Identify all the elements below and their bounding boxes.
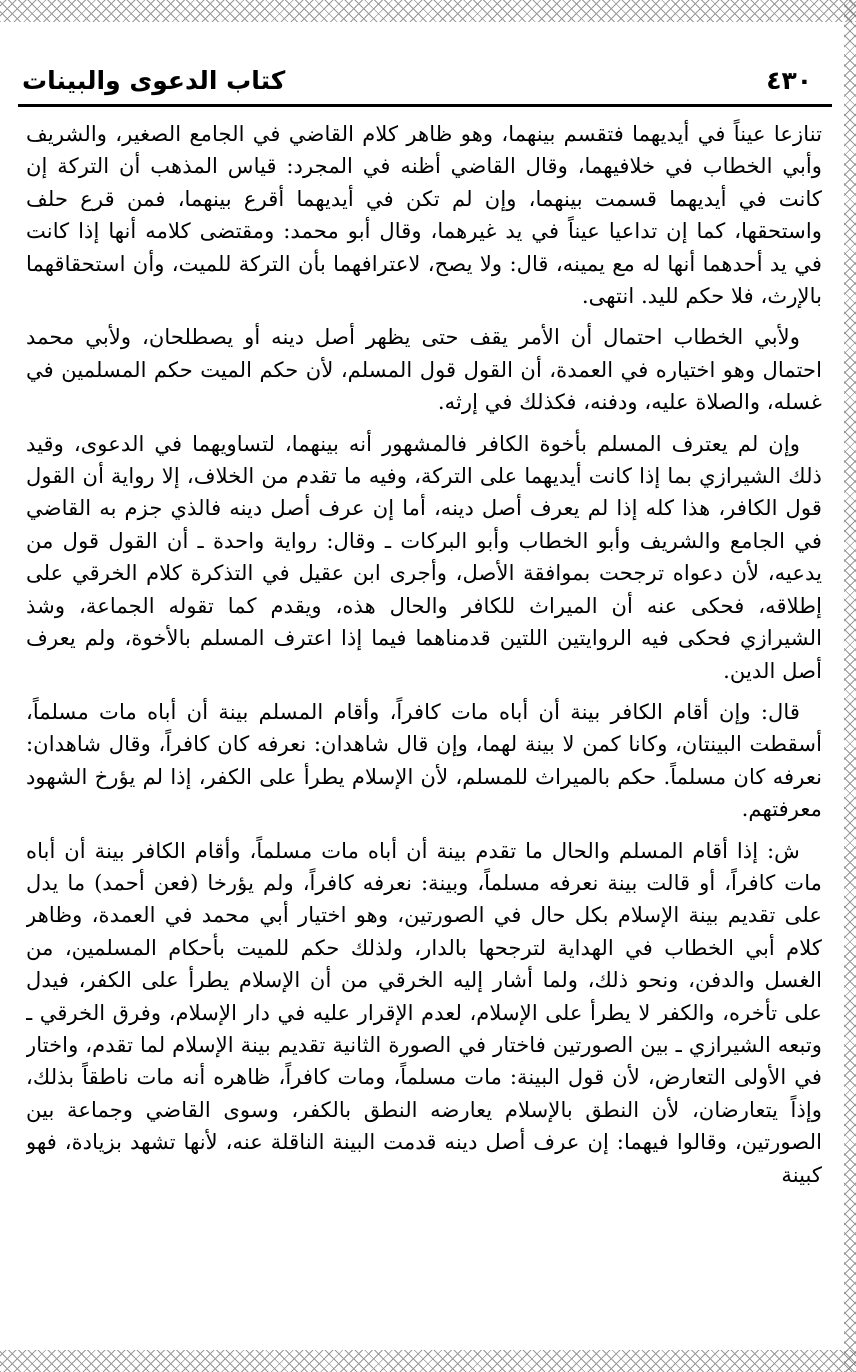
- paragraph: وإن لم يعترف المسلم بأخوة الكافر فالمشهور أنه بينهما، لتساويهما في الدعوى، وقيد ذلك الشيرازي بما إذا كانت أيديهما على التركة، وفيه ما تقدم من الخلاف، إلا رواية أن القول قول الكافر، هذا كله إذا لم يعرف أصل دينه، أما إن عرف أصل دينه فالذي جزم به القاضي في الجامع والشريف وأبو الخطاب وأبو البركات ـ وقال: رواية واحدة ـ أن القول قول من يدعيه، لأن دعواه ترجحت بموافقة الأصل، وأجرى ابن عقيل في التذكرة كلام الخرقي على إطلاقه، فحكى عنه أن الميراث للكافر والحال هذه، ويقدم كما تقوله الجماعة، وشذ الشيرازي فحكى فيه الروايتين اللتين قدمناهما فيما إذا اعترف المسلم بالأخوة، ولم يعرف أصل الدين.: [26, 430, 822, 683]
- ornamental-border-bottom: [0, 1350, 856, 1372]
- book-title: كتاب الدعوى والبينات: [22, 65, 286, 95]
- paragraph: تنازعا عيناً في أيديهما فتقسم بينهما، وهو ظاهر كلام القاضي في الجامع الصغير، والشريف وأبي الخطاب في خلافيهما، وقال القاضي أظنه في المجرد: قياس المذهب أن التركة إن كانت في أيديهما قسمت بينهما، وإن لم تكن في أيديهما أقرع بينهما، فمن قرع حلف واستحقها، كما إن تداعيا عيناً في يد غيرهما، وقال أبو محمد: ومقتضى كلامه أنها إذا كانت في يد أحدهما أنها له مع يمينه، قال: ولا يصح، لاعترافهما بأن التركة للميت، وأن استحقاقهما بالإرث، فلا حكم لليد. انتهى.: [26, 121, 822, 309]
- paragraph: ش: إذا أقام المسلم والحال ما تقدم بينة أن أباه مات مسلماً، وأقام الكافر بينة أن أباه مات كافراً، أو قالت بينة نعرفه مسلماً، وبينة: نعرفه كافراً، ولم يؤرخا (فعن أحمد) ما يدل على تقديم بينة الإسلام بكل حال في الصورتين، وهو اختيار أبي محمد في العمدة، وظاهر كلام أبي الخطاب في الهداية لترجحها بالدار، ولذلك حكم للميت بأحكام المسلمين، من الغسل والدفن، ونحو ذلك، ولما أشار إليه الخرقي من أن الإسلام يطرأ على الكفر، فيدل على تأخره، والكفر لا يطرأ على الإسلام، لعدم الإقرار عليه في دار الإسلام، وفرق الخرقي ـ وتبعه الشيرازي ـ بين الصورتين فاختار في الصورة الثانية تقديم بينة الإسلام لما تقدم، واختار في الأولى التعارض، لأن قول البينة: مات مسلماً، ومات كافراً، ظاهره أنه مات ناطقاً بذلك، وإذاً يتعارضان، لأن النطق بالإسلام يعارضه النطق بالكفر، وسوى القاضي وجماعة بين الصورتين، وقالوا فيهما: إن عرف أصل دينه قدمت البينة الناقلة عنه، لأنها تشهد بزيادة، فهو كبينة: [26, 837, 822, 1187]
- paragraph: ولأبي الخطاب احتمال أن الأمر يقف حتى يظهر أصل دينه أو يصطلحان، ولأبي محمد احتمال وهو اختياره في العمدة، أن القول قول المسلم، لأن حكم الميت حكم المسلمين في غسله، والصلاة عليه، ودفنه، فكذلك في إرثه.: [26, 324, 822, 415]
- ornamental-border-top: [0, 0, 856, 22]
- paragraph: قال: وإن أقام الكافر بينة أن أباه مات كافراً، وأقام المسلم بينة أن أباه مات مسلماً، أسقطت البينتان، وكانا كمن لا بينة لهما، وإن قال شاهدان: نعرفه كان كافراً، وقال شاهدان: نعرفه كان مسلماً. حكم بالميراث للمسلم، لأن الإسلام يطرأ على الكفر، إذا لم يؤرخ الشهود معرفتهم.: [26, 698, 822, 822]
- body-text: [26, 118, 822, 1348]
- header-divider: [18, 104, 832, 107]
- page-number: ٤٣٠: [766, 65, 812, 95]
- page-header: [22, 58, 822, 102]
- ornamental-border-right: [844, 0, 856, 1372]
